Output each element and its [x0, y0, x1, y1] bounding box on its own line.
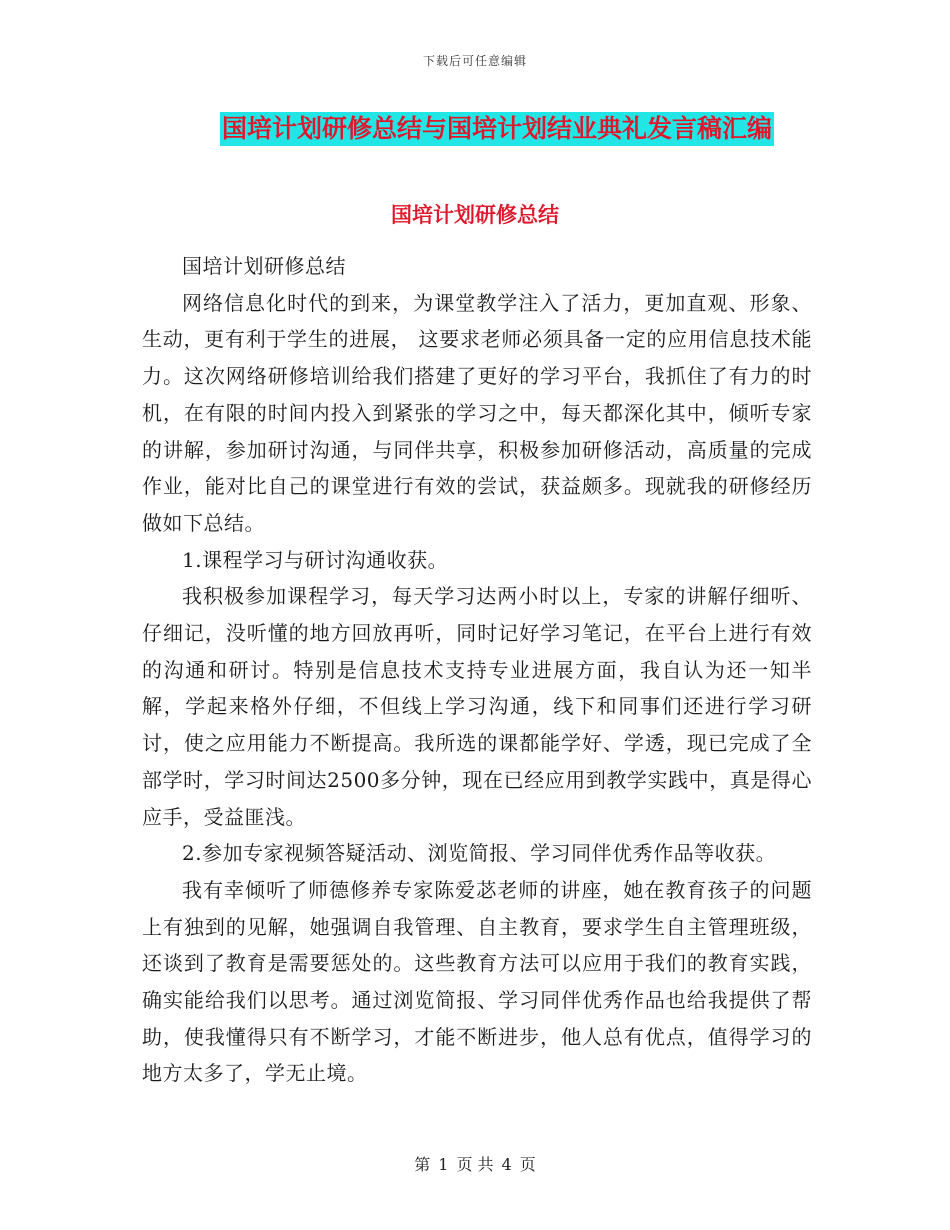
page-header-note: 下载后可任意编辑 [422, 54, 527, 68]
document-title: 国培计划研修总结与国培计划结业典礼发言稿汇编 [220, 112, 774, 146]
paragraph-point-1-heading: 1.课程学习与研讨沟通收获。 [182, 547, 449, 572]
footer-suffix: 页 [519, 1155, 536, 1174]
document-title-wrapper [0, 112, 950, 146]
page-footer [0, 1152, 950, 1175]
footer-current-page: 1 [438, 1155, 449, 1174]
document-body [142, 248, 812, 1092]
paragraph-point-2-body: 我有幸倾听了师德修养专家陈爱苾老师的讲座，她在教育孩子的问题上有独到的见解，她强调自我管理、自主教育，要求学生自主管理班级，还谈到了教育是需要惩处的。这些教育方法可以应用于我们的教育实践，确实能给我们以思考。通过浏览简报、学习同伴优秀作品也给我提供了帮助，使我懂得只有不断学习，才能不断进步，他人总有优点，值得学习的地方太多了，学无止境。 [142, 877, 812, 1086]
paragraph-point-1-body: 我积极参加课程学习，每天学习达两小时以上，专家的讲解仔细听、仔细记，没听懂的地方回放再听，同时记好学习笔记，在平台上进行有效的沟通和研讨。特别是信息技术支持专业进展方面，我自认为还一知半解，学起来格外仔细，不但线上学习沟通，线下和同事们还进行学习研讨，使之应用能力不断提高。我所选的课都能学好、学透，现已完成了全部学时，学习时间达2500多分钟，现在已经应用到教学实践中，真是得心应手，受益匪浅。 [142, 584, 812, 829]
paragraph-subtitle: 国培计划研修总结 [182, 254, 346, 278]
footer-total-pages: 4 [501, 1155, 512, 1174]
section-heading: 国培计划研修总结 [391, 203, 559, 227]
footer-prefix: 第 [414, 1155, 431, 1174]
footer-mid: 页 共 [456, 1155, 494, 1174]
paragraph-intro: 网络信息化时代的到来，为课堂教学注入了活力，更加直观、形象、生动，更有利于学生的进展， 这要求老师必须具备一定的应用信息技术能力。这次网络研修培训给我们搭建了更好的学习平台，我抓住了有力的时机，在有限的时间内投入到紧张的学习之中，每天都深化其中，倾听专家的讲解，参加研讨沟通，与同伴共享，积极参加研修活动，高质量的完成作业，能对比自己的课堂进行有效的尝试，获益颇多。现就我的研修经历做如下总结。 [142, 290, 812, 535]
paragraph-point-2-heading: 2.参加专家视频答疑活动、浏览简报、学习同伴优秀作品等收获。 [182, 841, 777, 866]
